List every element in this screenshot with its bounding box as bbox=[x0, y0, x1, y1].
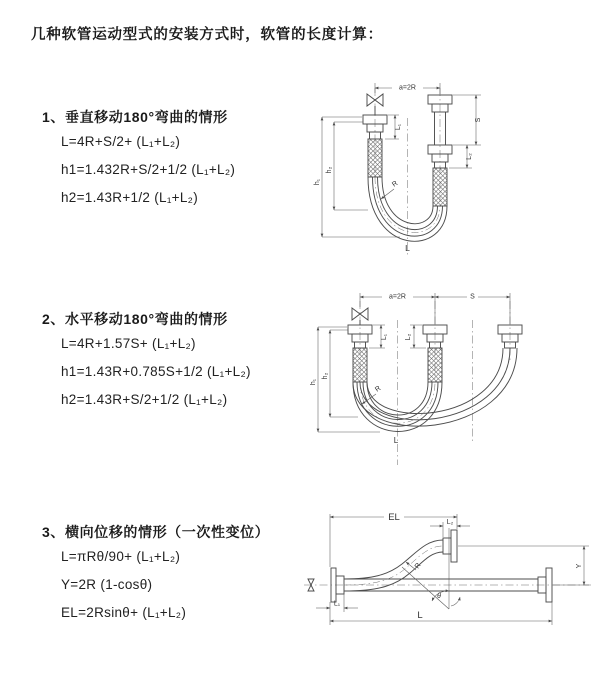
braided-hose-left bbox=[353, 348, 367, 382]
section-2-formula-L: L=4R+1.57S+ (L₁+L₂) bbox=[61, 336, 196, 351]
dim-h1 bbox=[310, 327, 383, 432]
braided-hose-right bbox=[433, 168, 447, 206]
section-1-heading: 1、垂直移动180°弯曲的情形 bbox=[42, 109, 228, 125]
dim-a2r bbox=[375, 82, 440, 94]
dim-l2-label: L₂ bbox=[446, 519, 454, 526]
section-1-formula-h1: h1=1.432R+S/2+1/2 (L₁+L₂) bbox=[61, 162, 236, 177]
dim-l2-label: L₂ bbox=[405, 333, 412, 341]
length-label: L bbox=[405, 243, 410, 253]
dim-a2r bbox=[360, 291, 510, 324]
dim-a2r-label: a=2R bbox=[399, 84, 416, 92]
dim-l2 bbox=[449, 145, 473, 168]
centerlines bbox=[375, 88, 440, 256]
dim-s-label: S bbox=[470, 293, 475, 301]
dim-a2r-label: a=2R bbox=[389, 293, 406, 301]
section-3-formula-L: L=πRθ/90+ (L₁+L₂) bbox=[61, 549, 181, 564]
s-curve-hose bbox=[344, 540, 443, 591]
dim-h2-label: h₂ bbox=[322, 372, 329, 380]
dim-s bbox=[435, 291, 510, 301]
section-1-formula-L: L=4R+S/2+ (L₁+L₂) bbox=[61, 134, 181, 149]
diagram-1-vertical-travel bbox=[310, 70, 600, 260]
upper-flange-displaced bbox=[443, 530, 457, 562]
middle-connector bbox=[423, 325, 447, 382]
dim-l1 bbox=[316, 593, 358, 612]
section-2-formula-h2: h2=1.43R+S/2+1/2 (L₁+L₂) bbox=[61, 392, 228, 407]
braided-hose-middle bbox=[428, 348, 442, 382]
dim-y-label: Y bbox=[576, 563, 583, 569]
dim-l1-label: L₁ bbox=[395, 123, 402, 131]
dim-l bbox=[330, 602, 552, 625]
dim-h1-label: h₁ bbox=[310, 378, 317, 386]
diagram-3-lateral-offset bbox=[300, 505, 598, 665]
dim-el bbox=[330, 511, 457, 567]
dim-l1 bbox=[385, 115, 402, 139]
dim-s-label: S bbox=[475, 117, 482, 123]
dim-s bbox=[453, 95, 482, 145]
doc-title: 几种软管运动型式的安装方式时，软管的长度计算： bbox=[31, 27, 383, 43]
dim-h1 bbox=[314, 117, 400, 237]
length-label: L bbox=[393, 436, 399, 445]
dim-l-label: L bbox=[417, 610, 423, 621]
diagram-2-horizontal-travel bbox=[310, 282, 600, 472]
radius-leader bbox=[381, 180, 399, 199]
section-3-heading: 3、横向位移的情形（一次性变位） bbox=[42, 524, 270, 540]
dim-l2 bbox=[430, 519, 470, 537]
section-2-heading: 2、水平移动180°弯曲的情形 bbox=[42, 311, 228, 327]
section-3-formula-EL: EL=2Rsinθ+ (L₁+L₂) bbox=[61, 605, 187, 620]
dim-l2-label: L₂ bbox=[466, 153, 473, 160]
section-1-formula-h2: h2=1.43R+1/2 (L₁+L₂) bbox=[61, 190, 199, 205]
radius-label: R bbox=[374, 385, 383, 394]
section-3-formula-Y: Y=2R (1-cosθ) bbox=[61, 577, 153, 592]
dim-l1-label: L₁ bbox=[333, 600, 341, 608]
dim-h1-label: h₁ bbox=[314, 178, 321, 186]
dim-h2-label: h₂ bbox=[326, 166, 333, 174]
dim-l1-label: L₁ bbox=[381, 333, 388, 341]
dim-el-label: EL bbox=[388, 512, 400, 523]
section-2-formula-h1: h1=1.43R+0.785S+1/2 (L₁+L₂) bbox=[61, 364, 251, 379]
braided-hose-left bbox=[368, 139, 382, 177]
theta-label: θ bbox=[437, 593, 441, 600]
centerlines bbox=[360, 301, 510, 465]
radius-label: R bbox=[413, 561, 423, 571]
radius-label: R bbox=[391, 180, 400, 189]
dim-h2 bbox=[326, 122, 368, 210]
